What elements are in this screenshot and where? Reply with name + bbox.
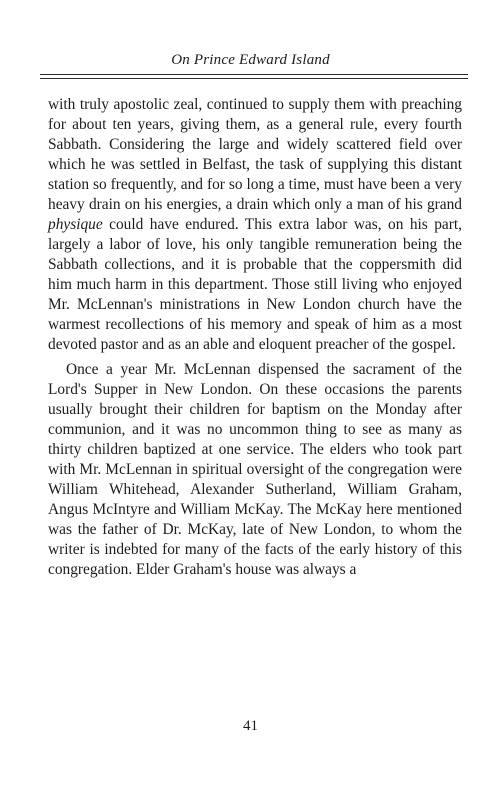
header-rule-top <box>40 74 468 75</box>
paragraph-1-text-end: could have endured. This extra labor was, on his part, largely a labor of love, his only tangible remuneration being the Sabbath collections, and it is probable that the coppersmith did him much harm in this department. Those still living who enjoyed Mr. McLennan's ministrations in New London church have the warmest recollections of his memory and speak of him as a most devoted pastor and as an able and eloquent preacher of the gospel. <box>48 216 462 353</box>
header-rule-bottom <box>40 78 468 79</box>
paragraph-1-text: with truly apostolic zeal, continued to supply them with preaching for about ten years, giving them, as a general rule, every fourth Sabbath. Considering the large and widely scattered field over which he was settled in Belfast, the task of supplying this distant station so frequently, and for so long a time, must have been a very heavy drain on his energies, a drain which only a man of his grand <box>48 96 462 213</box>
page-number: 41 <box>243 718 258 734</box>
paragraph-2: Once a year Mr. McLennan dispensed the sacrament of the Lord's Supper in New London. On these occasions the parents usually brought their children for baptism on the Monday after communion, and it was no uncommon thing to see as many as thirty children baptized at one service. The elders who took part with Mr. McLennan in spiritual oversight of the congregation were William Whitehead, Alexander Sutherland, William Graham, Angus McIntyre and William McKay. The McKay here mentioned was the father of Dr. McKay, late of New London, to whom the writer is indebted for many of the facts of the early history of this congregation. Elder Graham's house was always a <box>48 361 462 578</box>
paragraph-1-italic-word: physique <box>48 216 103 233</box>
running-head-title: On Prince Edward Island <box>171 52 330 68</box>
page-body <box>48 95 462 580</box>
paragraph-1 <box>48 95 462 355</box>
